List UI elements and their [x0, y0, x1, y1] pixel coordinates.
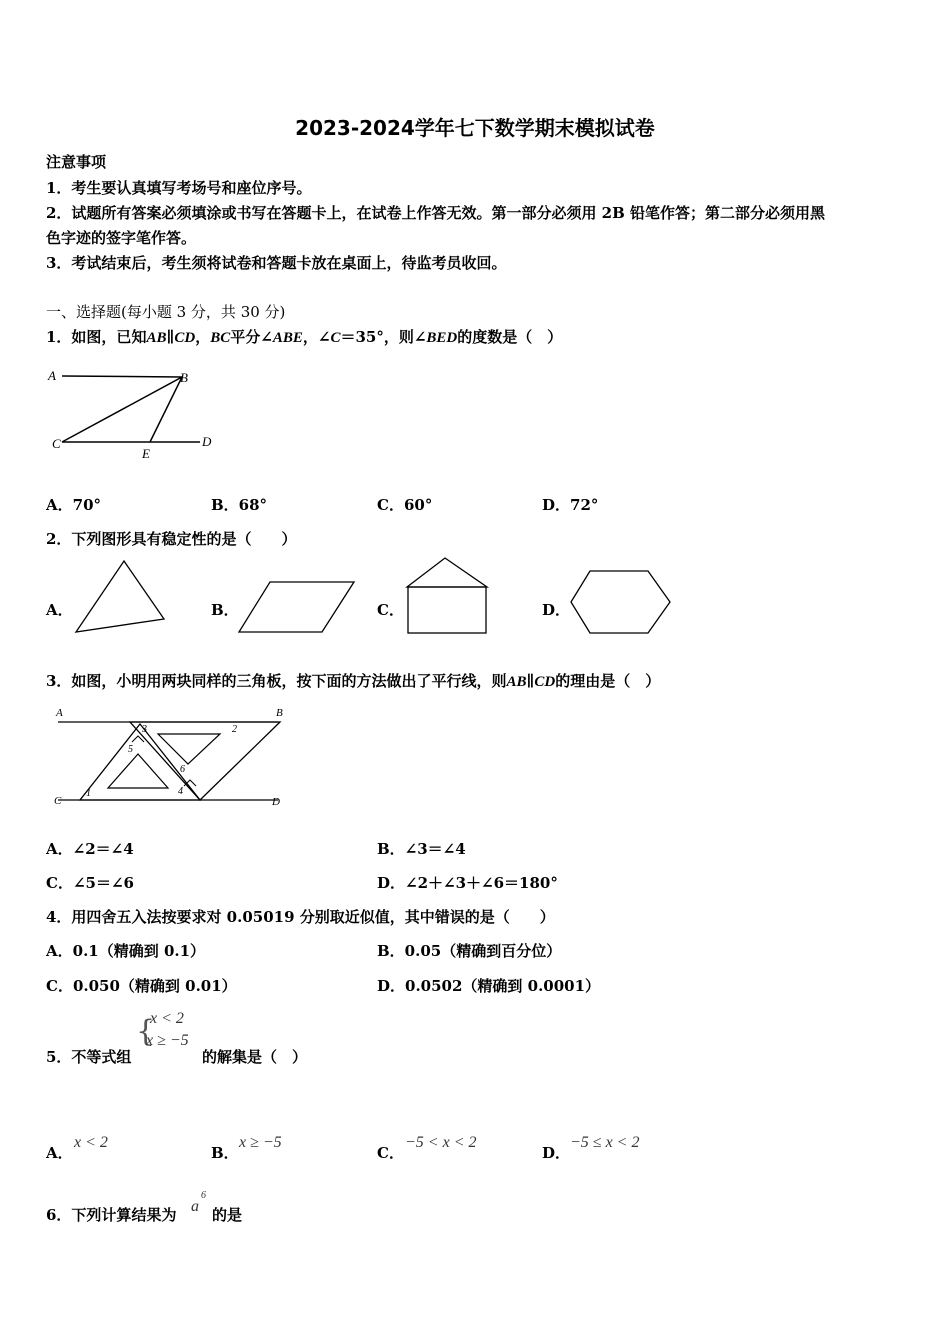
q5-option-d-math: −5 ≤ x < 2: [570, 1134, 640, 1151]
power-base: a: [191, 1198, 199, 1215]
figure-label: D: [202, 434, 212, 449]
q1-option-a: A．70°: [46, 496, 102, 514]
question-6-stem-pre: 6．下列计算结果为: [46, 1206, 177, 1224]
section-heading: 一、选择题(每小题 3 分，共 30 分): [46, 303, 286, 321]
q4-option-c: C．0.050（精确到 0.01）: [46, 977, 237, 995]
brace-icon: {: [136, 1014, 156, 1049]
inequality-system: [136, 1010, 202, 1056]
figure-label: 3: [142, 724, 147, 735]
figure-label: 5: [128, 744, 133, 755]
q1-option-c: C．60°: [377, 496, 433, 514]
figure-label: A: [48, 368, 56, 383]
figure-label: 2: [232, 724, 237, 735]
notice-heading: 注意事项: [46, 153, 107, 171]
q2-house-figure: [402, 555, 494, 637]
notice-item: 色字迹的签字笔作答。: [46, 229, 197, 247]
system-line-1: x < 2: [150, 1010, 184, 1027]
figure-label: 6: [180, 764, 185, 775]
q2-option-a: A．: [46, 601, 73, 619]
figure-label: 1: [86, 788, 91, 799]
figure-label: B: [180, 370, 188, 385]
q2-triangle-figure: [70, 557, 170, 637]
question-1-figure: [40, 362, 230, 464]
q3-option-b: B．∠3＝∠4: [377, 840, 466, 858]
notice-item: 3．考试结束后，考生须将试卷和答题卡放在桌面上，待监考员收回。: [46, 254, 507, 272]
q5-option-b-math: x ≥ −5: [239, 1134, 282, 1151]
q2-option-d: D．: [542, 601, 571, 619]
q5-option-b: B．: [211, 1144, 239, 1162]
question-6-stem-post: 的是: [212, 1206, 243, 1224]
figure-label: C: [52, 436, 61, 451]
question-5-stem-post: 的解集是（ ）: [202, 1048, 308, 1066]
q2-hexagon-figure: [566, 567, 676, 637]
q2-option-b: B．: [211, 601, 239, 619]
question-1-stem: 1．如图，已知AB∥CD，BC平分∠ABE，∠C＝35°，则∠BED的度数是（ ）: [46, 328, 563, 346]
figure-label: C: [54, 795, 62, 807]
figure-label: A: [56, 707, 63, 719]
notice-item: 1．考生要认真填写考场号和座位序号。: [46, 179, 312, 197]
q5-option-c-math: −5 < x < 2: [405, 1134, 477, 1151]
question-2-stem: 2．下列图形具有稳定性的是（ ）: [46, 530, 297, 548]
q2-parallelogram-figure: [236, 578, 358, 636]
question-3-stem: 3．如图，小明用两块同样的三角板，按下面的方法做出了平行线，则AB∥CD的理由是（ ）: [46, 672, 661, 690]
q5-option-a-math: x < 2: [74, 1134, 108, 1151]
page-title: 2023-2024学年七下数学期末模拟试卷: [295, 116, 655, 140]
q4-option-b: B．0.05（精确到百分位）: [377, 942, 562, 960]
q4-option-a: A．0.1（精确到 0.1）: [46, 942, 206, 960]
q2-option-c: C．: [377, 601, 404, 619]
question-3-figure: [50, 702, 290, 812]
q5-option-a: A．: [46, 1144, 73, 1162]
q5-option-c: C．: [377, 1144, 404, 1162]
figure-label: 4: [178, 786, 183, 797]
q1-option-b: B．68°: [211, 496, 268, 514]
q3-option-a: A．∠2＝∠4: [46, 840, 134, 858]
figure-label: E: [142, 446, 150, 461]
q1-option-d: D．72°: [542, 496, 599, 514]
q4-option-d: D．0.0502（精确到 0.0001）: [377, 977, 601, 995]
notice-item: 2．试题所有答案必须填涂或书写在答题卡上，在试卷上作答无效。第一部分必须用 2B 铅笔作答；第二部分必须用黑: [46, 204, 826, 222]
question-5-stem-pre: 5．不等式组: [46, 1048, 132, 1066]
system-line-2: x ≥ −5: [146, 1032, 189, 1049]
q5-option-d: D．: [542, 1144, 571, 1162]
power-exponent: 6: [201, 1190, 206, 1201]
question-4-stem: 4．用四舍五入法按要求对 0.05019 分别取近似值，其中错误的是（ ）: [46, 908, 555, 926]
figure-label: D: [272, 796, 280, 808]
figure-label: B: [276, 707, 283, 719]
q3-option-c: C．∠5＝∠6: [46, 874, 134, 892]
q3-option-d: D．∠2＋∠3＋∠6＝180°: [377, 874, 558, 892]
